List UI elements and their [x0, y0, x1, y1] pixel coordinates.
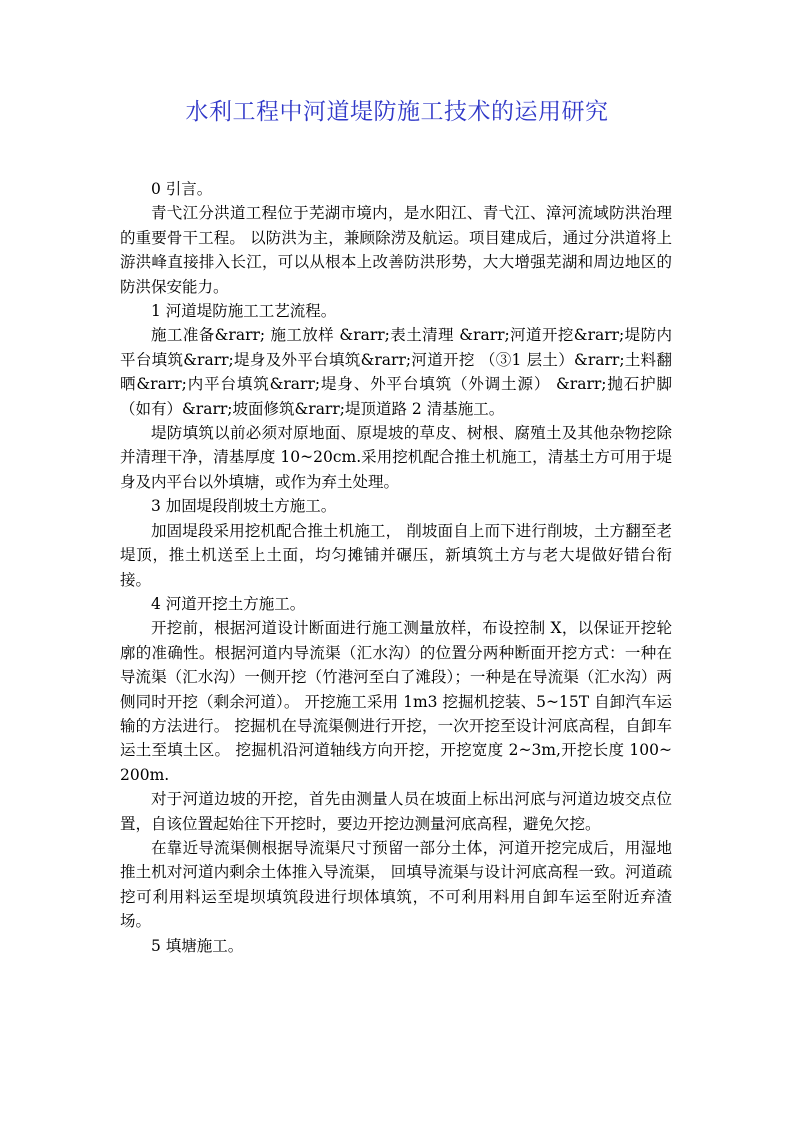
- document-title: 水利工程中河道堤防施工技术的运用研究: [185, 99, 609, 125]
- paragraph-backfill: 在靠近导流渠侧根据导流渠尺寸预留一部分土体，河道开挖完成后，用湿地推土机对河道内剩余土体推入导流渠， 回填导流渠与设计河底高程一致。河道疏挖可利用料运至堤坝填筑段进行坝体填筑，不可利用料用自卸车运至附近弃渣场。: [120, 838, 672, 931]
- document-body: [120, 177, 672, 958]
- paragraph-section-3-heading: 3 加固堤段削坡土方施工。: [151, 497, 337, 516]
- paragraph-intro-heading: 0 引言。: [151, 180, 213, 198]
- paragraph-section-1-heading: 1 河道堤防施工工艺流程。: [151, 302, 337, 321]
- paragraph-slope-cutting: 加固堤段采用挖机配合推土机施工， 削坡面自上而下进行削坡，土方翻至老堤顶，推土机送至上土面，均匀摊铺并碾压，新填筑土方与老大堤做好错台衔接。: [120, 521, 672, 589]
- paragraph-slope-excavation: 对于河道边坡的开挖，首先由测量人员在坡面上标出河底与河道边坡交点位置，自该位置起始往下开挖时，要边开挖边测量河底高程，避免欠挖。: [120, 790, 672, 833]
- paragraph-intro: 青弋江分洪道工程位于芜湖市境内，是水阳江、青弋江、漳河流域防洪治理的重要骨干工程。 以防洪为主，兼顾除涝及航运。项目建成后，通过分洪道将上游洪峰直接排入长江，可以从根本上改善防洪形势，大大增强芜湖和周边地区的防洪保安能力。: [120, 204, 672, 296]
- paragraph-section-5-heading: 5 填塘施工。: [151, 936, 244, 955]
- paragraph-clearing: 堤防填筑以前必须对原地面、原堤坡的草皮、树根、腐殖土及其他杂物挖除并清理干净，清基厚度 10~20cm.采用挖机配合推土机施工，清基土方可用于堤身及内平台以外填塘，或作为弃土处理。: [120, 424, 672, 491]
- paragraph-section-4-heading: 4 河道开挖土方施工。: [151, 594, 306, 613]
- paragraph-excavation: 开挖前，根据河道设计断面进行施工测量放样，布设控制 X，以保证开挖轮廓的准确性。根据河道内导流渠（汇水沟）的位置分两种断面开挖方式：一种在导流渠（汇水沟）一侧开挖（竹港河至白了滩段）；一种是在导流渠（汇水沟）两侧同时开挖（剩余河道）。 开挖施工采用 1m3 挖掘机挖装、5~15T 自卸汽车运输的方法进行。 挖掘机在导流渠侧进行开挖，一次开挖至设计河底高程，自卸车运土至填土区。 挖掘机沿河道轴线方向开挖，开挖宽度 2~3m,开挖长度 100~200m.: [120, 619, 672, 784]
- paragraph-process-flow: 施工准备&rarr; 施工放样 &rarr;表土清理 &rarr;河道开挖&rarr;堤防内平台填筑&rarr;堤身及外平台填筑&rarr;河道开挖 （③1 层土）&rarr;土料翻晒&rarr;内平台填筑&rarr;堤身、外平台填筑（外调土源） &rarr;抛石护脚（如有）&rarr;坡面修筑&rarr;堤顶道路 2 清基施工。: [120, 326, 672, 418]
